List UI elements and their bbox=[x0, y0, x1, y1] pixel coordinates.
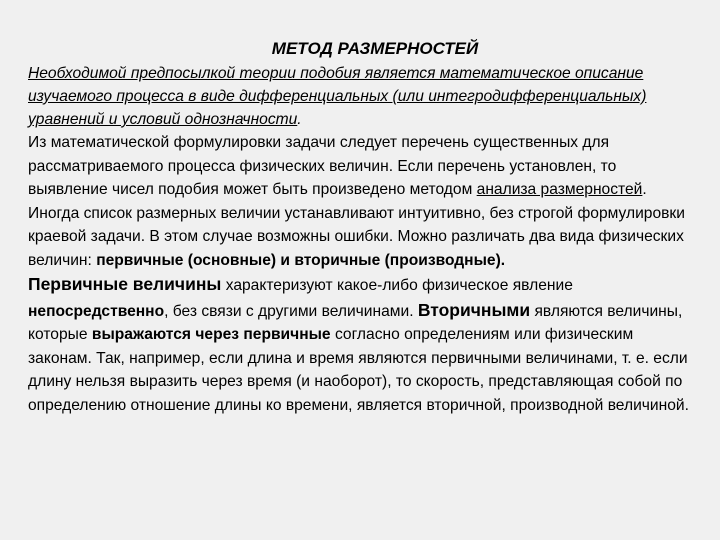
paragraph-definitions bbox=[28, 272, 692, 417]
paragraph-quantity-types bbox=[28, 202, 692, 273]
intro-paragraph bbox=[28, 62, 692, 131]
definitions-text-2: , без связи с другими величинами. bbox=[164, 302, 418, 320]
directly-bold: непосредственно bbox=[28, 302, 165, 320]
paragraph-formulation-text: Из математической формулировки задачи следует перечень существенных для рассматриваемого процесса физических величин. Если перечень установлен, то выявление чисел подобия может быть произведено методом bbox=[28, 134, 617, 198]
definitions-text-3: являются величины, которые bbox=[28, 302, 683, 343]
dimensional-analysis-link[interactable]: анализа размерностей bbox=[476, 181, 643, 198]
quantity-types-bold: первичные (основные) и вторичные (производные). bbox=[96, 251, 506, 269]
secondary-quantities-term: Вторичными bbox=[417, 299, 531, 320]
intro-text: Необходимой предпосылкой теории подобия является математическое описание изучаемого процесса в виде дифференциальных (или интегродифференциальных) уравнений и условий однозначности bbox=[28, 65, 647, 128]
definitions-text-1: характеризуют какое-либо физическое явление bbox=[221, 277, 573, 294]
page-title: МЕТОД РАЗМЕРНОСТЕЙ bbox=[271, 39, 479, 58]
definitions-text-4: согласно определениям или физическим законам. Так, например, если длина и время являются первичными величинами, т. е. если длину нельзя выразить через время (и наоборот), то скорость, представляющая собой по определению отношение длины ко времени, является вторичной, производной величиной. bbox=[28, 326, 689, 414]
expressed-through-primary-bold: выражаются через первичные bbox=[91, 326, 331, 343]
paragraph-formulation-end: . bbox=[642, 181, 647, 198]
intro-end: . bbox=[297, 111, 302, 128]
primary-quantities-term: Первичные величины bbox=[28, 274, 222, 294]
paragraph-quantity-types-text: Иногда список размерных величии устанавливают интуитивно, без строгой формулировки краевой задачи. В этом случае возможны ошибки. Можно различать два вида физических величин: bbox=[28, 204, 685, 269]
paragraph-formulation bbox=[28, 131, 692, 202]
